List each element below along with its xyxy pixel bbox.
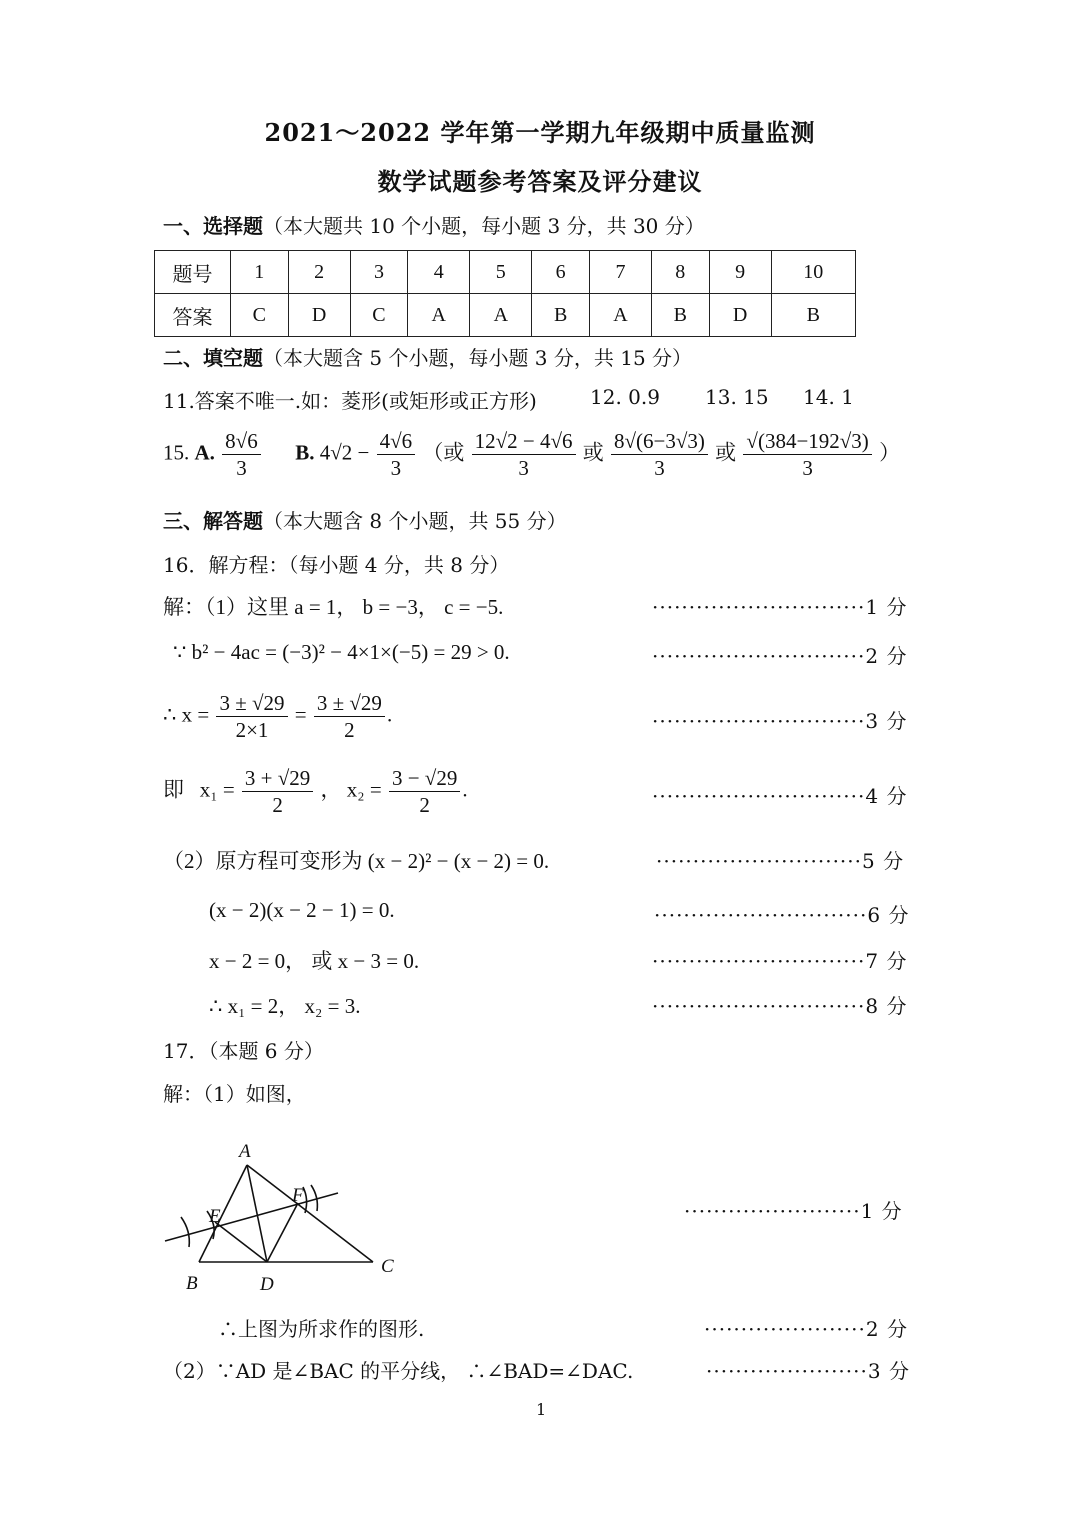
score-line: ·····························4 分 <box>652 784 908 808</box>
label-b: B <box>186 1273 198 1294</box>
label-d: D <box>260 1274 274 1295</box>
triangle-figure <box>155 1135 415 1300</box>
table-cell: 4 <box>408 251 470 294</box>
answer-table-answer-row <box>155 294 856 337</box>
q15-b-fraction-4: $\frac{√(384-192√3)}{3}$ <box>743 428 871 481</box>
table-cell: D <box>288 294 350 337</box>
q15-or-3: 或 <box>715 440 737 465</box>
section-3-title: 三、解答题 <box>163 509 263 533</box>
answer-table-question-row <box>155 251 856 294</box>
score-line: ·····························8 分 <box>652 994 908 1018</box>
row-label-answer: 答案 <box>155 294 231 337</box>
score-line: ·····························3 分 <box>652 709 908 733</box>
table-cell: 9 <box>709 251 771 294</box>
q16-step-8: ∴ x₁ = 2， x₂ = 3. <box>209 994 361 1018</box>
bisector-line <box>165 1193 338 1241</box>
q16-step-5: （2）原方程可变形为 (x − 2)² − (x − 2) = 0. <box>163 849 550 873</box>
table-cell: B <box>771 294 855 337</box>
page-number: 1 <box>536 1400 547 1419</box>
score-line: ························1 分 <box>684 1199 903 1223</box>
table-cell: 1 <box>231 251 289 294</box>
section-1-note: （本大题共 10 个小题，每小题 3 分，共 30 分） <box>263 214 705 238</box>
row-label-question: 题号 <box>155 251 231 294</box>
table-cell: D <box>709 294 771 337</box>
q15-number: 15. <box>163 440 190 465</box>
table-cell: A <box>408 294 470 337</box>
table-cell: 3 <box>350 251 408 294</box>
table-cell: C <box>231 294 289 337</box>
section-3-note: （本大题含 8 个小题，共 55 分） <box>263 509 567 533</box>
table-cell: 6 <box>532 251 590 294</box>
score-line: ·····························1 分 <box>652 595 908 619</box>
answer-q12: 12. 0.9 <box>590 385 660 409</box>
q15-b-expr: 4√2 − <box>319 440 370 465</box>
q17-step-2: ∴上图为所求作的图形. <box>218 1317 425 1341</box>
section-2-title: 二、填空题 <box>163 346 263 370</box>
table-cell: 8 <box>651 251 709 294</box>
table-cell: B <box>651 294 709 337</box>
score-line: ·····························7 分 <box>652 949 908 973</box>
q16-step-3: ∴ x = $\frac{3 \pm √29}{2\times 1}$ = $\frac{3 \pm √29}{2}$ . <box>163 691 393 742</box>
side-ab <box>199 1165 247 1262</box>
score-line: ·····························6 分 <box>654 903 910 927</box>
section-1-title: 一、选择题 <box>163 214 263 238</box>
q16-step-1: 解：（1）这里 a = 1， b = −3， c = −5. <box>163 595 504 619</box>
page-title: 2021～2022 学年第一学期九年级期中质量监测 <box>264 118 816 147</box>
q15-a-label: A. <box>194 440 215 465</box>
section-1-heading <box>163 210 705 239</box>
section-2-heading <box>163 342 692 371</box>
answer-q14: 14. 1 <box>803 385 854 409</box>
score-line: ·····························2 分 <box>652 644 908 668</box>
table-cell: 10 <box>771 251 855 294</box>
q15-a-fraction: $\frac{8√6}{3}$ <box>222 428 261 481</box>
q16-step-4: 即 x₁ = $\frac{3 + √29}{2}$ ， x₂ = $\frac{3 - √29}{2}$ . <box>163 766 468 817</box>
page-subtitle: 数学试题参考答案及评分建议 <box>377 167 703 196</box>
arc-e-1 <box>181 1217 189 1247</box>
label-e: E <box>209 1206 221 1227</box>
table-cell: A <box>470 294 532 337</box>
q15-b-fraction-1: $\frac{4√6}{3}$ <box>377 428 416 481</box>
label-c: C <box>381 1256 394 1277</box>
table-cell: A <box>589 294 651 337</box>
table-cell: B <box>532 294 590 337</box>
q16-heading: 16．解方程：（每小题 4 分，共 8 分） <box>163 553 510 577</box>
q15-b-fraction-3: $\frac{8√(6-3√3)}{3}$ <box>611 428 708 481</box>
table-cell: 5 <box>470 251 532 294</box>
q16-step-6: (x − 2)(x − 2 − 1) = 0. <box>209 898 395 922</box>
answer-table <box>154 250 856 337</box>
answer-q11: 11.答案不唯一.如：菱形(或矩形或正方形) <box>163 389 537 413</box>
answer-q15: 15. A. $\frac{8√6}{3}$ B. 4√2 − $\frac{4√6}{3}$ （或 $\frac{12√2 - 4√6}{3}$ 或 $\frac{8√(6-3√3)}{3}$ 或 $\frac{√(384-192√3)}{3}$ ） <box>163 429 901 480</box>
table-cell: 7 <box>589 251 651 294</box>
score-line: ····························5 分 <box>656 849 905 873</box>
score-line: ······················3 分 <box>706 1359 910 1383</box>
label-f: F <box>292 1185 304 1206</box>
q17-step-3: （2）∵AD 是∠BAC 的平分线， ∴∠BAD=∠DAC. <box>163 1359 634 1383</box>
label-a: A <box>239 1141 251 1162</box>
table-cell: C <box>350 294 408 337</box>
arc-f-2 <box>311 1185 317 1211</box>
q17-heading: 17．（本题 6 分） <box>163 1039 324 1063</box>
section-3-heading <box>163 505 567 534</box>
q16-step-2: ∵ b² − 4ac = (−3)² − 4×1×(−5) = 29 > 0. <box>173 640 510 664</box>
q15-or-1: 或 <box>443 440 465 465</box>
q15-b-label: B. <box>295 440 315 465</box>
answer-q13: 13. 15 <box>705 385 769 409</box>
q15-b-fraction-2: $\frac{12√2 - 4√6}{3}$ <box>472 428 576 481</box>
q17-step-1: 解：（1）如图， <box>163 1082 306 1106</box>
q15-or-2: 或 <box>582 440 604 465</box>
score-line: ······················2 分 <box>704 1317 908 1341</box>
section-2-note: （本大题含 5 个小题，每小题 3 分，共 15 分） <box>263 346 693 370</box>
table-cell: 2 <box>288 251 350 294</box>
q16-step-7: x − 2 = 0， 或 x − 3 = 0. <box>209 949 420 973</box>
